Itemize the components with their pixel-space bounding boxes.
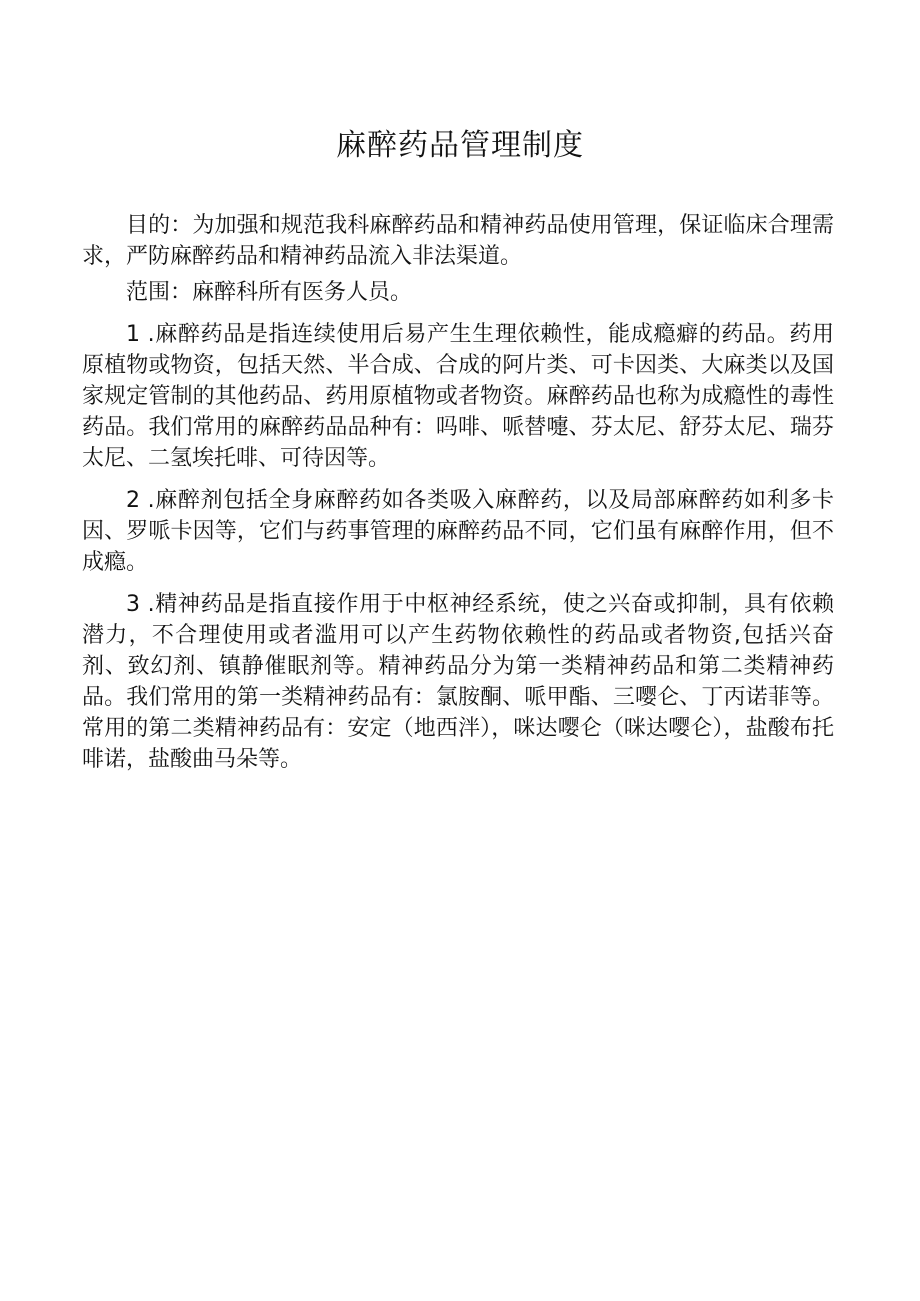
paragraph-scope: 范围：麻醉科所有医务人员。 [126, 280, 413, 305]
document-body [82, 210, 834, 775]
paragraph-item-3: 3 .精神药品是指直接作用于中枢神经系统，使之兴奋或抑制，具有依赖潜力，不合理使用或者滥用可以产生药物依赖性的药品或者物资,包括兴奋剂、致幻剂、镇静催眠剂等。精神药品分为第一类精神药品和第二类精神药品。我们常用的第一类精神药品有：氯胺酮、哌甲酯、三嘤仑、丁丙诺菲等。常用的第二类精神药品有：安定（地西泮），咪达嘤仑（咪达嘤仑），盐酸布托啡诺，盐酸曲马朵等。 [82, 592, 834, 772]
paragraph-item-1: 1 .麻醉药品是指连续使用后易产生生理依赖性，能成瘾癖的药品。药用原植物或物资，包括天然、半合成、合成的阿片类、可卡因类、大麻类以及国家规定管制的其他药品、药用原植物或者物资。麻醉药品也称为成瘾性的毒性药品。我们常用的麻醉药品品种有：吗啡、哌替嚏、芬太尼、舒芬太尼、瑞芬太尼、二氢埃托啡、可待因等。 [82, 322, 834, 471]
paragraph-item-2: 2 .麻醉剂包括全身麻醉药如各类吸入麻醉药，以及局部麻醉药如利多卡因、罗哌卡因等，它们与药事管理的麻醉药品不同，它们虽有麻醉作用，但不成瘾。 [82, 488, 834, 575]
paragraph-purpose: 目的：为加强和规范我科麻醉药品和精神药品使用管理，保证临床合理需求，严防麻醉药品和精神药品流入非法渠道。 [82, 213, 834, 269]
document-title: 麻醉药品管理制度 [336, 128, 584, 163]
